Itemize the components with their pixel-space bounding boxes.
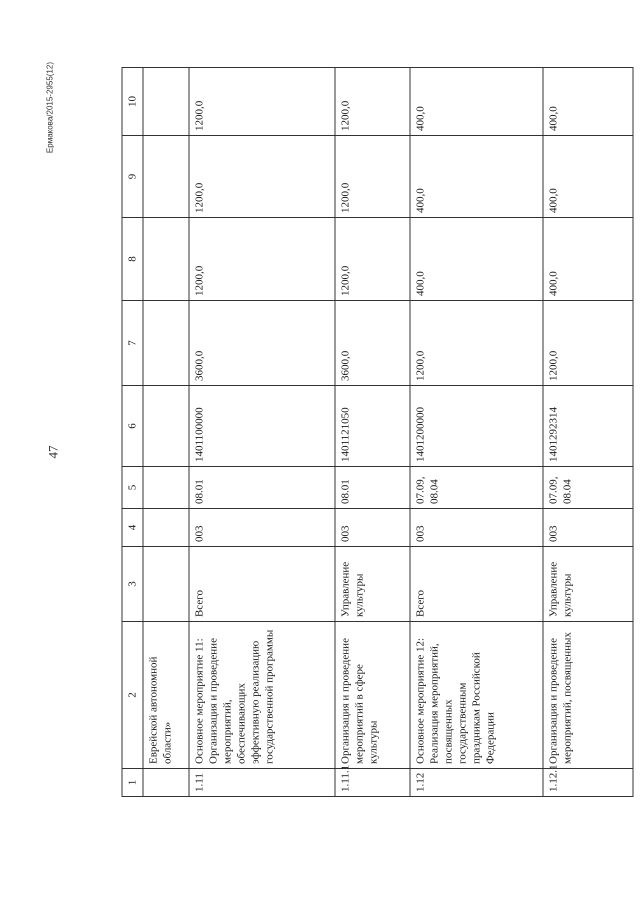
column-header: 1: [122, 769, 143, 797]
column-header: 7: [122, 301, 143, 386]
table-cell: [143, 509, 189, 547]
table-cell: 07.09, 08.04: [410, 467, 543, 509]
table-cell: Управление культуры: [335, 547, 410, 622]
table-cell: [143, 769, 189, 797]
table-cell: 1200,0: [189, 218, 335, 301]
table-row: [189, 68, 335, 797]
column-header: 2: [122, 622, 143, 769]
table-cell: [143, 547, 189, 622]
table-cell: 07.09, 08.04: [543, 467, 633, 509]
table-cell: [143, 68, 189, 136]
table-cell: 1.11.1: [335, 769, 410, 797]
table-cell: 3600,0: [335, 301, 410, 386]
table-row: [335, 68, 410, 797]
column-header: 10: [122, 68, 143, 136]
table-cell: 1401121050: [335, 386, 410, 467]
table-cell: [143, 467, 189, 509]
table-cell: Основное мероприятие 11: Организация и проведение мероприятий, обеспечивающих эффективную реализацию государственной программы: [189, 622, 335, 769]
page-number: 47: [45, 445, 61, 459]
table-cell: Организация и проведение мероприятий, посвященных: [543, 622, 633, 769]
table-cell: 1200,0: [189, 136, 335, 218]
table-row: [410, 68, 543, 797]
table-cell: [143, 218, 189, 301]
table-row: [543, 68, 633, 797]
table-cell: 1200,0: [410, 301, 543, 386]
table-cell: 1200,0: [335, 218, 410, 301]
table-cell: 400,0: [410, 136, 543, 218]
column-header: 6: [122, 386, 143, 467]
table-cell: Всего: [410, 547, 543, 622]
document-code: Ермакова/2015-2955(12): [45, 62, 55, 154]
table-cell: 400,0: [543, 68, 633, 136]
table-cell: Организация и проведение мероприятий в сфере культуры: [335, 622, 410, 769]
table-row: [143, 68, 189, 797]
table-cell: [143, 301, 189, 386]
table-cell: Основное мероприятие 12: Реализация мероприятий, посвященных государственным праздникам Российской Федерации: [410, 622, 543, 769]
column-header: 4: [122, 509, 143, 547]
table-cell: 3600,0: [189, 301, 335, 386]
column-header: 8: [122, 218, 143, 301]
table-cell: 1401100000: [189, 386, 335, 467]
table-cell: 400,0: [410, 218, 543, 301]
program-table: [122, 67, 634, 797]
table-cell: 1401200000: [410, 386, 543, 467]
table-cell: 1401292314: [543, 386, 633, 467]
table-cell: 003: [335, 509, 410, 547]
table-cell: 400,0: [543, 136, 633, 218]
table-cell: 400,0: [543, 218, 633, 301]
table-cell: [143, 386, 189, 467]
rotated-page: [45, 62, 593, 842]
table-cell: 1200,0: [189, 68, 335, 136]
table-cell: 1.12.1: [543, 769, 633, 797]
table-cell: 1.11: [189, 769, 335, 797]
table-cell: 003: [543, 509, 633, 547]
table-cell: 1200,0: [335, 136, 410, 218]
header-row: [122, 68, 143, 797]
table-cell: 003: [189, 509, 335, 547]
column-header: 9: [122, 136, 143, 218]
table-cell: 003: [410, 509, 543, 547]
table-cell: 1.12: [410, 769, 543, 797]
column-header: 5: [122, 467, 143, 509]
table-cell: [143, 136, 189, 218]
table-cell: Управление культуры: [543, 547, 633, 622]
table-cell: 08.01: [335, 467, 410, 509]
table-cell: 1200,0: [543, 301, 633, 386]
table-cell: 400,0: [410, 68, 543, 136]
table-cell: Всего: [189, 547, 335, 622]
table-cell: 08.01: [189, 467, 335, 509]
table-cell: Еврейской автономной области»: [143, 622, 189, 769]
table-cell: 1200,0: [335, 68, 410, 136]
column-header: 3: [122, 547, 143, 622]
